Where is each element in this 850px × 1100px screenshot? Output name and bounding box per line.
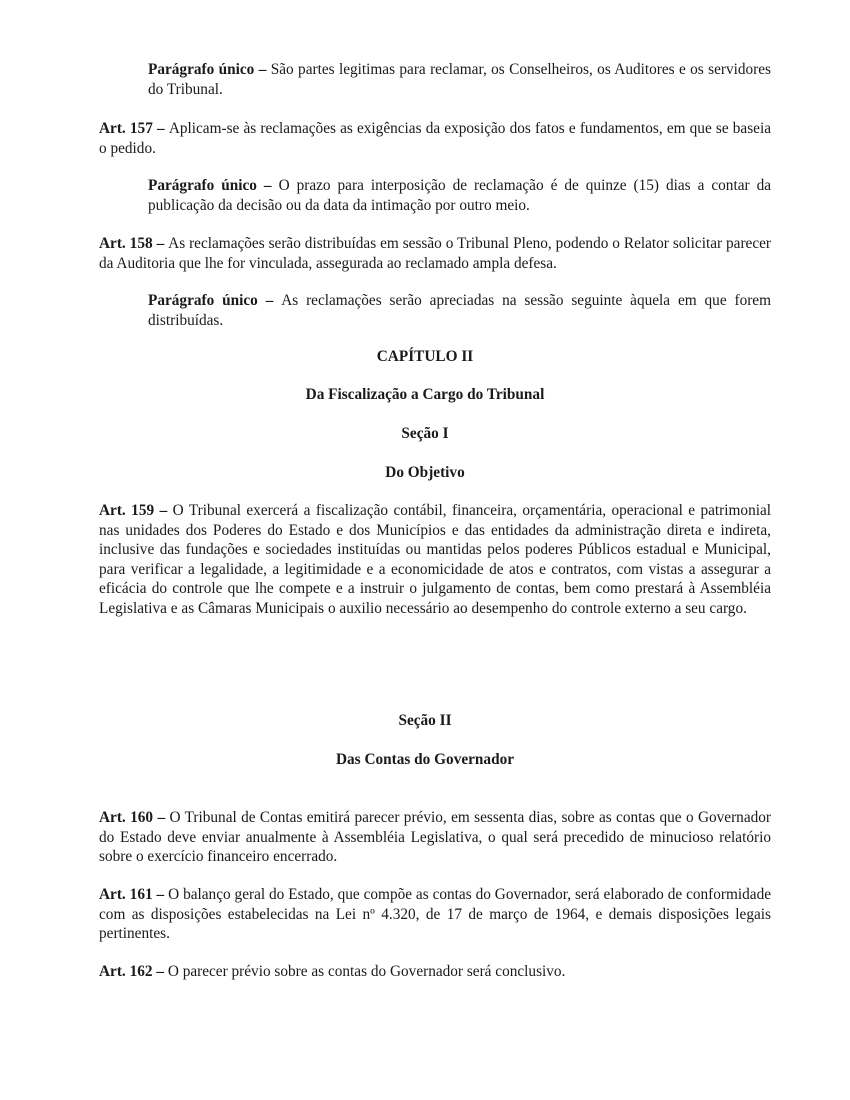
section-heading-2: Seção II xyxy=(398,712,452,729)
article-text: O Tribunal exercerá a fiscalização contábil, financeira, orçamentária, operacional e patrimonial nas unidades dos Poderes do Estado e dos Municípios e das entidades da administração direta e indireta, inclusive das fundações e sociedades instituídas ou mantidas pelos poderes Públicos estadual e Municipal, para verificar a legalidade, a legitimidade e a economicidade de atos e contratos, com vistas a assegurar a eficácia do controle que lhe compete e a instruir o julgamento de contas, bem como prestará à Assembléia Legislativa e as Câmaras Municipais o auxilio necessário ao desempenho do controle externo a seu cargo. xyxy=(99,502,772,617)
block-text: O prazo para interposição de reclamação é de quinze (15) dias a contar da publicação da decisão ou da data da intimação por outro meio. xyxy=(148,177,772,214)
block-label: Parágrafo único xyxy=(148,61,255,78)
article-157: Art. 157 – Aplicam-se às reclamações as exigências da exposição dos fatos e fundamentos, em que se baseia o pedido. xyxy=(99,120,772,157)
article-158: Art. 158 – As reclamações serão distribuídas em sessão o Tribunal Pleno, podendo o Relator solicitar parecer da Auditoria que lhe for vinculada, assegurada ao reclamado ampla defesa. xyxy=(99,235,772,272)
paragrafo-unico-158: Parágrafo único – As reclamações serão apreciadas na sessão seguinte àquela em que forem distribuídas. xyxy=(148,292,771,329)
article-label: Art. 160 xyxy=(99,809,154,826)
block-label: Parágrafo único xyxy=(148,177,257,194)
article-text: O parecer prévio sobre as contas do Governador será conclusivo. xyxy=(167,963,566,980)
block-label: Parágrafo único xyxy=(148,292,258,309)
article-label: Art. 162 xyxy=(99,963,153,980)
chapter-title: Da Fiscalização a Cargo do Tribunal xyxy=(305,386,545,403)
article-160: Art. 160 – O Tribunal de Contas emitirá parecer prévio, em sessenta dias, sobre as contas que o Governador do Estado deve enviar anualmente à Assembléia Legislativa, o qual será precedido de minucioso relatório sobre o exercício financeiro encerrado. xyxy=(99,809,772,866)
paragrafo-unico-156: Parágrafo único – São partes legitimas para reclamar, os Conselheiros, os Auditores e os servidores do Tribunal. xyxy=(148,61,772,98)
paragrafo-unico-157: Parágrafo único – O prazo para interposição de reclamação é de quinze (15) dias a contar da publicação da decisão ou da data da intimação por outro meio. xyxy=(148,177,772,214)
section-heading-1: Seção I xyxy=(401,425,449,442)
article-label: Art. 157 xyxy=(99,120,153,137)
article-162: Art. 162 – O parecer prévio sobre as contas do Governador será conclusivo. xyxy=(99,963,566,980)
block-text: As reclamações serão apreciadas na sessão seguinte àquela em que forem distribuídas. xyxy=(148,292,771,329)
article-161: Art. 161 – O balanço geral do Estado, que compõe as contas do Governador, será elaborado de conformidade com as disposições estabelecidas na Lei nº 4.320, de 17 de março de 1964, e demais disposições legais pertinentes. xyxy=(99,886,772,943)
section-title-1: Do Objetivo xyxy=(385,464,465,481)
article-159: Art. 159 – O Tribunal exercerá a fiscalização contábil, financeira, orçamentária, operacional e patrimonial nas unidades dos Poderes do Estado e dos Municípios e das entidades da administração direta e indireta, inclusive das fundações e sociedades instituídas ou mantidas pelos poderes Públicos estadual e Municipal, para verificar a legalidade, a legitimidade e a economicidade de atos e contratos, com vistas a assegurar a eficácia do controle que lhe compete e a instruir o julgamento de contas, bem como prestará à Assembléia Legislativa e as Câmaras Municipais o auxilio necessário ao desempenho do controle externo a seu cargo. xyxy=(99,502,772,617)
article-label: Art. 158 xyxy=(99,235,153,252)
article-label: Art. 161 xyxy=(99,886,153,903)
section-title-2: Das Contas do Governador xyxy=(335,751,515,768)
block-text: São partes legitimas para reclamar, os Conselheiros, os Auditores e os servidores do Tribunal. xyxy=(148,61,772,98)
article-text: O Tribunal de Contas emitirá parecer prévio, em sessenta dias, sobre as contas que o Governador do Estado deve enviar anualmente à Assembléia Legislativa, o qual será precedido de minucioso relatório sobre o exercício financeiro encerrado. xyxy=(99,809,772,866)
chapter-heading: CAPÍTULO II xyxy=(376,348,474,365)
article-text: As reclamações serão distribuídas em sessão o Tribunal Pleno, podendo o Relator solicitar parecer da Auditoria que lhe for vinculada, assegurada ao reclamado ampla defesa. xyxy=(99,235,772,272)
article-text: O balanço geral do Estado, que compõe as contas do Governador, será elaborado de conformidade com as disposições estabelecidas na Lei nº 4.320, de 17 de março de 1964, e demais disposições legais pertinentes. xyxy=(99,886,772,943)
article-label: Art. 159 xyxy=(99,502,155,519)
article-text: Aplicam-se às reclamações as exigências da exposição dos fatos e fundamentos, em que se baseia o pedido. xyxy=(99,120,772,157)
